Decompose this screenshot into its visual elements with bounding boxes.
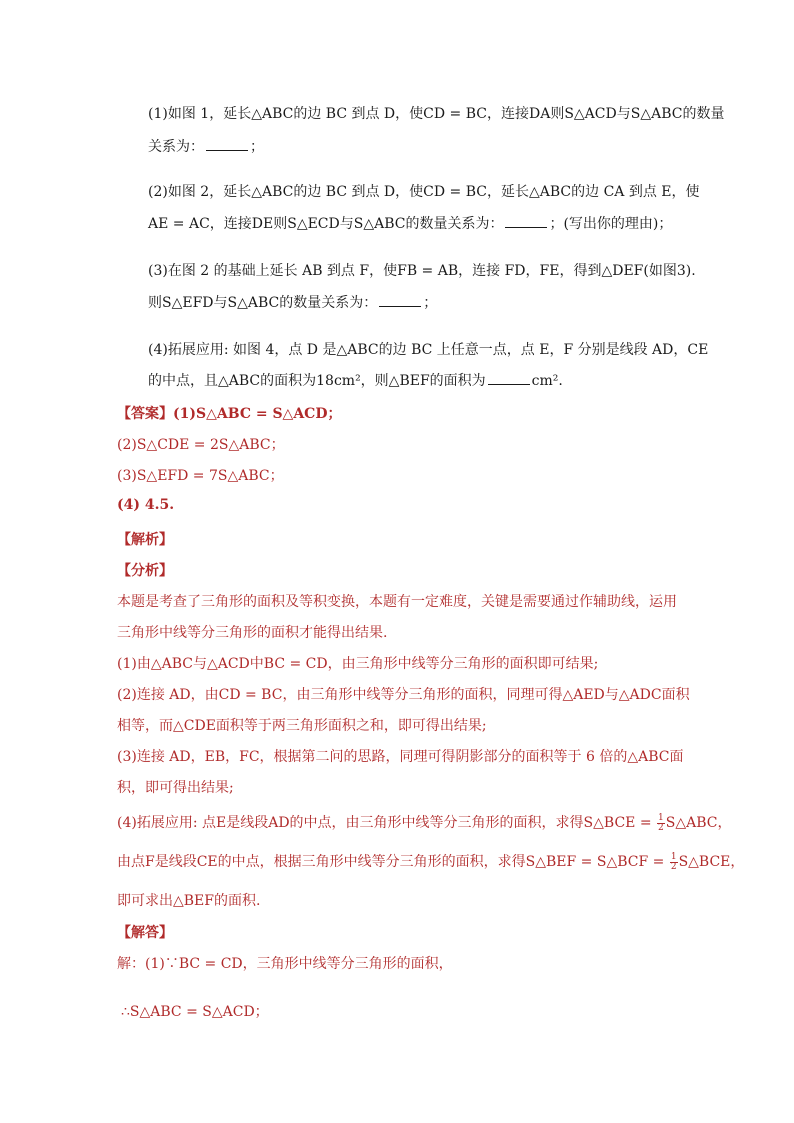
analysis-step-2-line-1: (2)连接 AD，由CD = BC，由三角形中线等分三角形的面积，同理可得△AED与△ADC面积 <box>117 687 690 703</box>
analysis-step-4-line-1 <box>117 812 732 833</box>
analysis-intro-2: 三角形中线等分三角形的面积才能得出结果. <box>117 625 388 641</box>
question-1-line-2 <box>148 136 264 156</box>
question-4-end: cm². <box>531 373 563 389</box>
analysis-step-2-line-2: 相等，而△CDE面积等于两三角形面积之和，即可得出结果; <box>117 718 487 734</box>
analysis-intro-1: 本题是考查了三角形的面积及等积变换，本题有一定难度，关键是需要通过作辅助线，运用 <box>117 594 677 610</box>
half-fraction <box>670 853 678 872</box>
answer-label: 【答案】 <box>117 406 173 422</box>
question-3-prompt: 则S△EFD与S△ABC的数量关系为： <box>148 295 378 311</box>
analysis-step-4-text-a: (4)拓展应用: 点E是线段AD的中点，由三角形中线等分三角形的面积，求得S△BCE = <box>117 815 657 831</box>
fenxi-label: 【分析】 <box>117 563 173 579</box>
solution-line-1: 解：(1)∵BC = CD，三角形中线等分三角形的面积， <box>117 956 453 972</box>
answer-blank <box>379 294 421 307</box>
fraction-denominator: 2 <box>670 861 677 872</box>
question-4-prompt: 的中点，且△ABC的面积为18cm²，则△BEF的面积为 <box>148 373 486 389</box>
analysis-step-3-line-1: (3)连接 AD，EB，FC，根据第二问的思路，同理可得阴影部分的面积等于 6 倍的△ABC面 <box>117 749 684 765</box>
fraction-numerator: 1 <box>670 851 677 862</box>
jiexi-label: 【解析】 <box>117 532 173 548</box>
question-1-line-1: (1)如图 1，延长△ABC的边 BC 到点 D，使CD = BC，连接DA则S△ACD与S△ABC的数量 <box>148 106 725 122</box>
question-1-end: ； <box>250 139 264 155</box>
fraction-denominator: 2 <box>658 822 664 833</box>
answer-4: (4) 4.5. <box>117 497 175 513</box>
analysis-step-4-text-d: S△BCE， <box>678 854 745 870</box>
solution-line-2: ∴S△ABC = S△ACD； <box>121 1004 269 1020</box>
question-4-line-1: (4)拓展应用: 如图 4，点 D 是△ABC的边 BC 上任意一点，点 E，F 分别是线段 AD，CE <box>148 342 709 358</box>
analysis-step-4-text-b: S△ABC， <box>665 815 732 831</box>
question-1-prompt: 关系为： <box>148 139 204 155</box>
analysis-step-4-text-c: 由点F是线段CE的中点，根据三角形中线等分三角形的面积，求得S△BEF = S△BCF = <box>117 854 669 870</box>
answer-blank <box>488 372 530 385</box>
answer-3: (3)S△EFD = 7S△ABC； <box>117 468 284 484</box>
question-3-end: ； <box>423 295 438 311</box>
question-2-line-1: (2)如图 2，延长△ABC的边 BC 到点 D，使CD = BC，延长△ABC的边 CA 到点 E，使 <box>148 184 700 200</box>
fraction-numerator: 1 <box>658 812 664 823</box>
answer-line-1 <box>117 403 341 423</box>
answer-blank <box>505 215 547 228</box>
answer-blank <box>206 138 248 151</box>
analysis-step-1: (1)由△ABC与△ACD中BC = CD，由三角形中线等分三角形的面积即可结果; <box>117 656 599 672</box>
analysis-step-4-line-2 <box>117 851 744 872</box>
analysis-step-4-line-3: 即可求出△BEF的面积. <box>117 893 261 909</box>
question-2-prompt: AE = AC，连接DE则S△ECD与S△ABC的数量关系为： <box>148 216 504 232</box>
question-2-line-2 <box>148 213 672 233</box>
answer-1: (1)S△ABC = S△ACD； <box>173 406 342 422</box>
question-3-line-2 <box>148 292 437 312</box>
half-fraction <box>657 814 665 833</box>
question-2-end: ；(写出你的理由)； <box>549 216 673 232</box>
question-3-line-1: (3)在图 2 的基础上延长 AB 到点 F，使FB = AB，连接 FD，FE，得到△DEF(如图3). <box>148 263 696 279</box>
analysis-step-3-line-2: 积，即可得出结果; <box>117 780 234 796</box>
answer-2: (2)S△CDE = 2S△ABC； <box>117 437 285 453</box>
jieda-label: 【解答】 <box>117 925 173 941</box>
question-4-line-2 <box>148 370 563 390</box>
